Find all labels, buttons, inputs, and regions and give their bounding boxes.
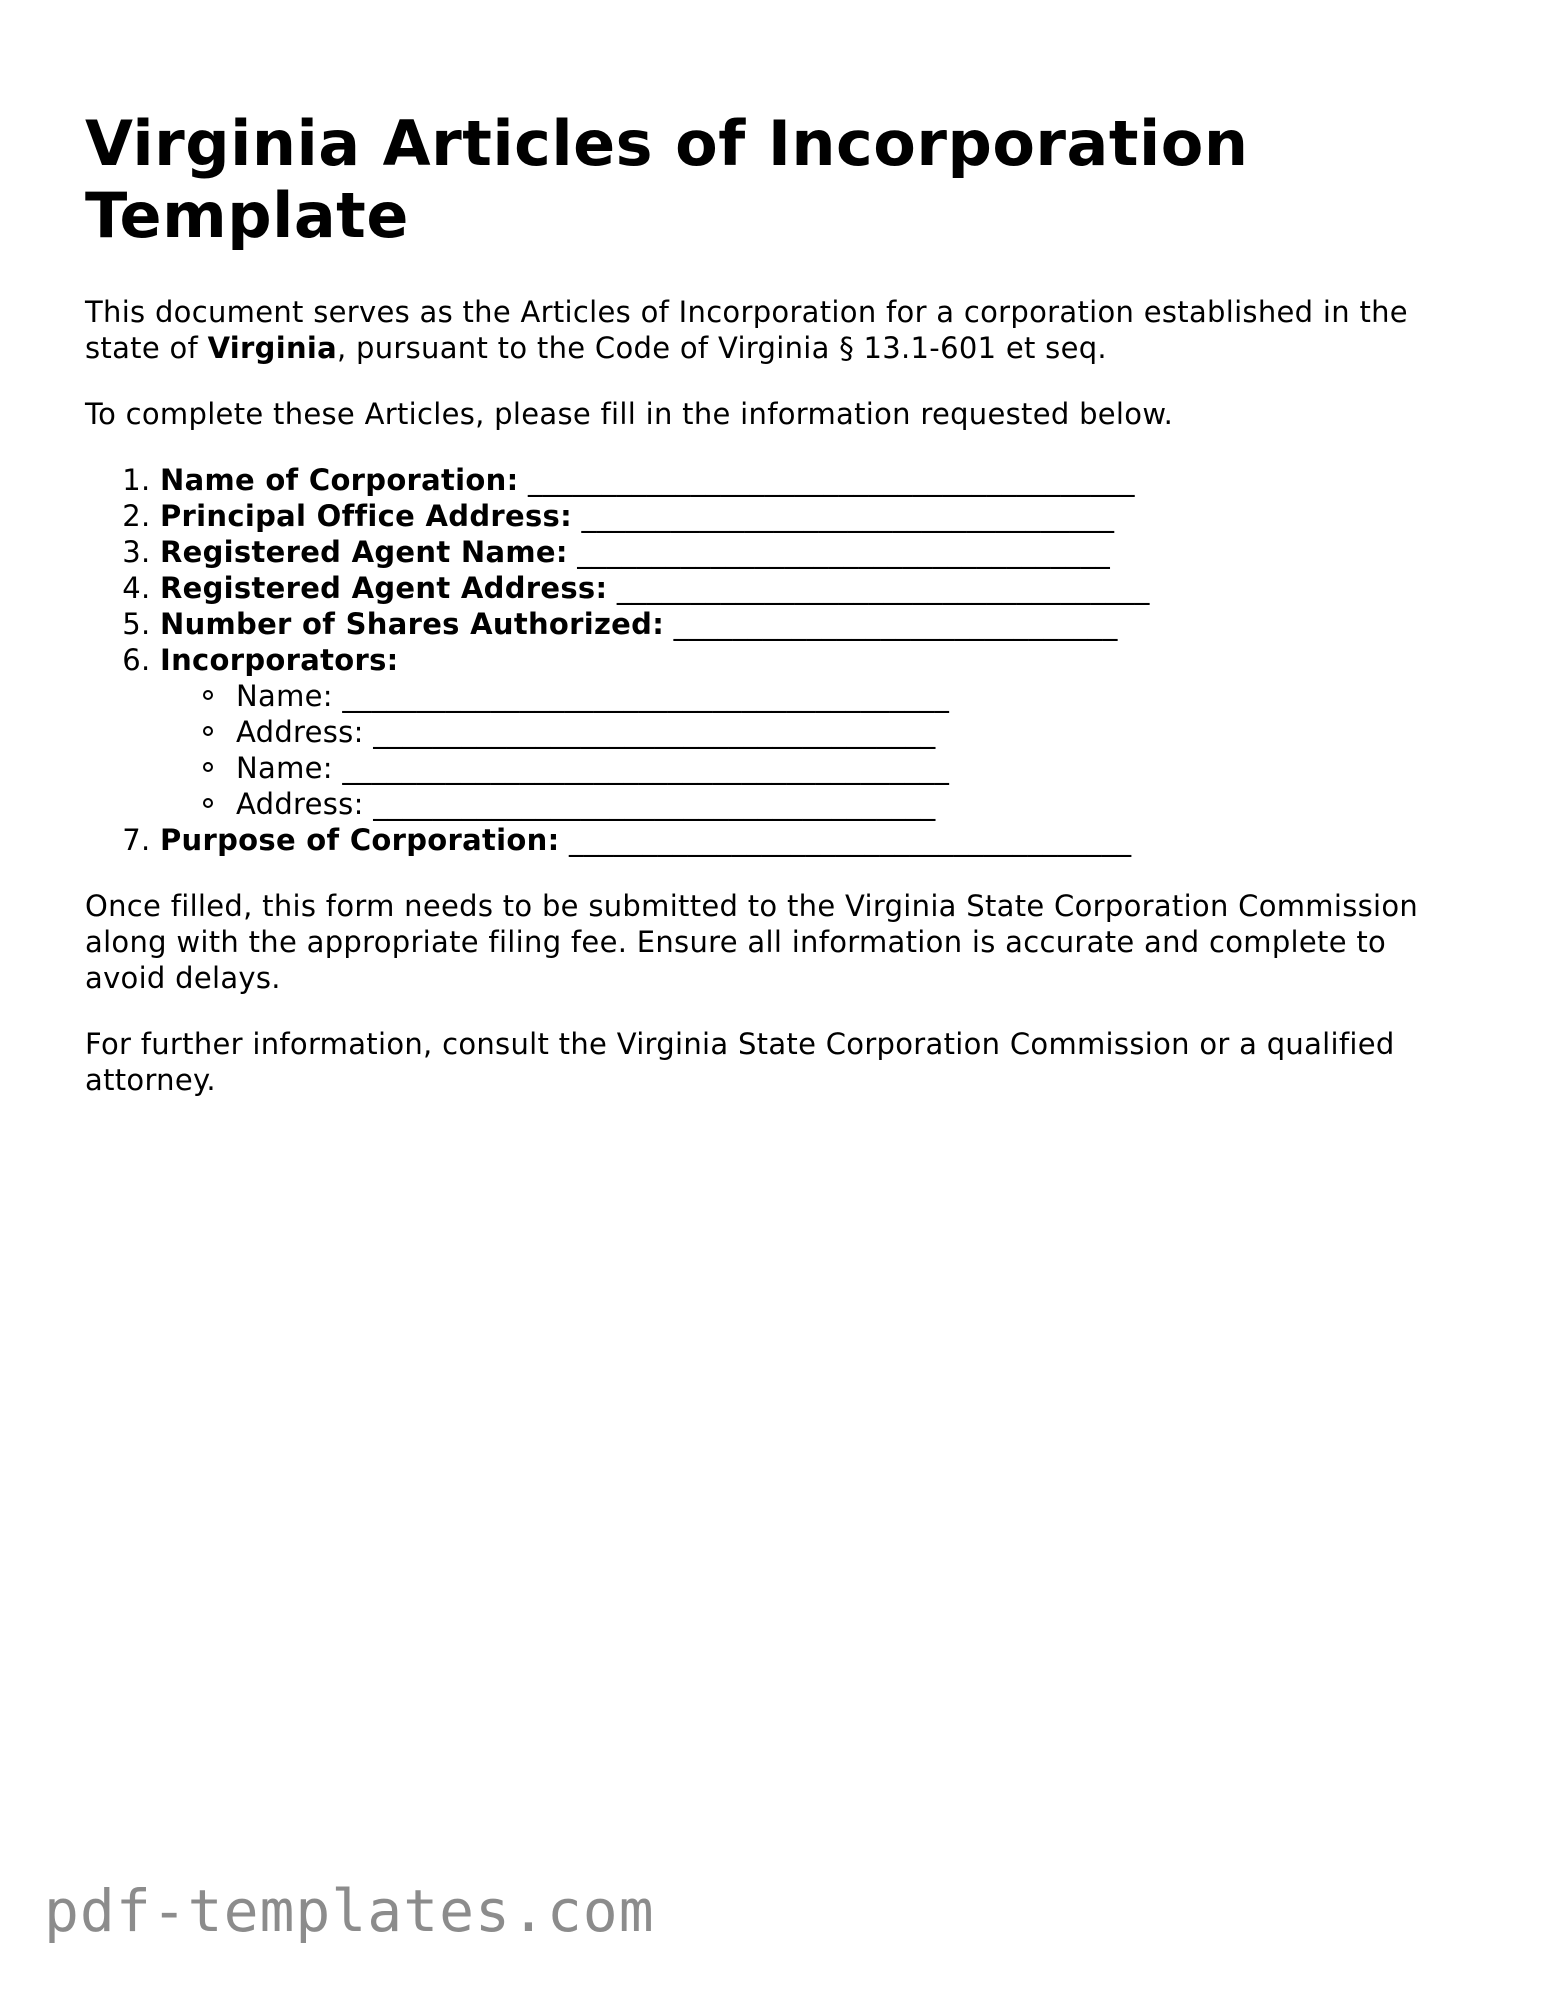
watermark: pdf-templates.com bbox=[44, 1877, 655, 1945]
field-item bbox=[160, 498, 1465, 534]
intro-state: Virginia bbox=[207, 331, 337, 365]
field-item bbox=[160, 462, 1465, 498]
further-info-paragraph: For further information, consult the Virginia State Corporation Commission or a qualified attorney. bbox=[85, 1027, 1395, 1097]
closing-paragraph: Once filled, this form needs to be submitted to the Virginia State Corporation Commission along with the appropriate filing fee. Ensure all information is accurate and complete to avoid delays. bbox=[85, 889, 1419, 995]
incorporators-list bbox=[160, 678, 1465, 822]
field-item-incorporators bbox=[160, 642, 1465, 822]
incorporator-item bbox=[203, 714, 1465, 750]
field-label: Purpose of Corporation: bbox=[160, 823, 560, 857]
field-label: Name of Corporation: bbox=[160, 463, 519, 497]
bullet-circle-icon bbox=[203, 690, 213, 700]
field-label: Principal Office Address: bbox=[160, 499, 572, 533]
incorporator-label: Name: bbox=[236, 679, 333, 713]
bullet-circle-icon bbox=[203, 762, 213, 772]
intro-text-before: This document serves as the Articles of Incorporation for a corporation established in the state of bbox=[85, 295, 1408, 365]
field-item bbox=[160, 570, 1465, 606]
field-label: Registered Agent Address: bbox=[160, 571, 608, 605]
intro-text-after: , pursuant to the Code of Virginia § 13.1-601 et seq. bbox=[337, 331, 1107, 365]
incorporator-blank[interactable]: _________________________________________ bbox=[342, 751, 950, 785]
incorporator-label: Address: bbox=[236, 715, 364, 749]
field-blank[interactable]: ____________________________________ bbox=[616, 571, 1150, 605]
fields-list bbox=[85, 462, 1465, 858]
incorporator-item bbox=[203, 678, 1465, 714]
field-item bbox=[160, 822, 1465, 858]
field-blank[interactable]: ______________________________________ bbox=[569, 823, 1132, 857]
incorporator-label: Name: bbox=[236, 751, 333, 785]
field-blank[interactable]: _________________________________________ bbox=[528, 463, 1135, 497]
field-label: Registered Agent Name: bbox=[160, 535, 568, 569]
instruction-paragraph: To complete these Articles, please fill in the information requested below. bbox=[85, 397, 1174, 431]
incorporator-blank[interactable]: ______________________________________ bbox=[373, 715, 936, 749]
incorporator-blank[interactable]: _________________________________________ bbox=[342, 679, 950, 713]
document-title: Virginia Articles of Incorporation Template bbox=[85, 107, 1249, 252]
field-label: Incorporators: bbox=[160, 643, 399, 677]
field-blank[interactable]: ____________________________________ bbox=[581, 499, 1115, 533]
intro-paragraph bbox=[85, 294, 1465, 366]
incorporator-blank[interactable]: ______________________________________ bbox=[373, 787, 936, 821]
field-item bbox=[160, 534, 1465, 570]
incorporator-item bbox=[203, 750, 1465, 786]
incorporator-item bbox=[203, 786, 1465, 822]
field-blank[interactable]: ______________________________ bbox=[673, 607, 1118, 641]
incorporator-label: Address: bbox=[236, 787, 364, 821]
document-page bbox=[85, 108, 1465, 1128]
field-blank[interactable]: ____________________________________ bbox=[577, 535, 1111, 569]
bullet-circle-icon bbox=[203, 798, 213, 808]
field-item bbox=[160, 606, 1465, 642]
field-label: Number of Shares Authorized: bbox=[160, 607, 665, 641]
bullet-circle-icon bbox=[203, 726, 213, 736]
